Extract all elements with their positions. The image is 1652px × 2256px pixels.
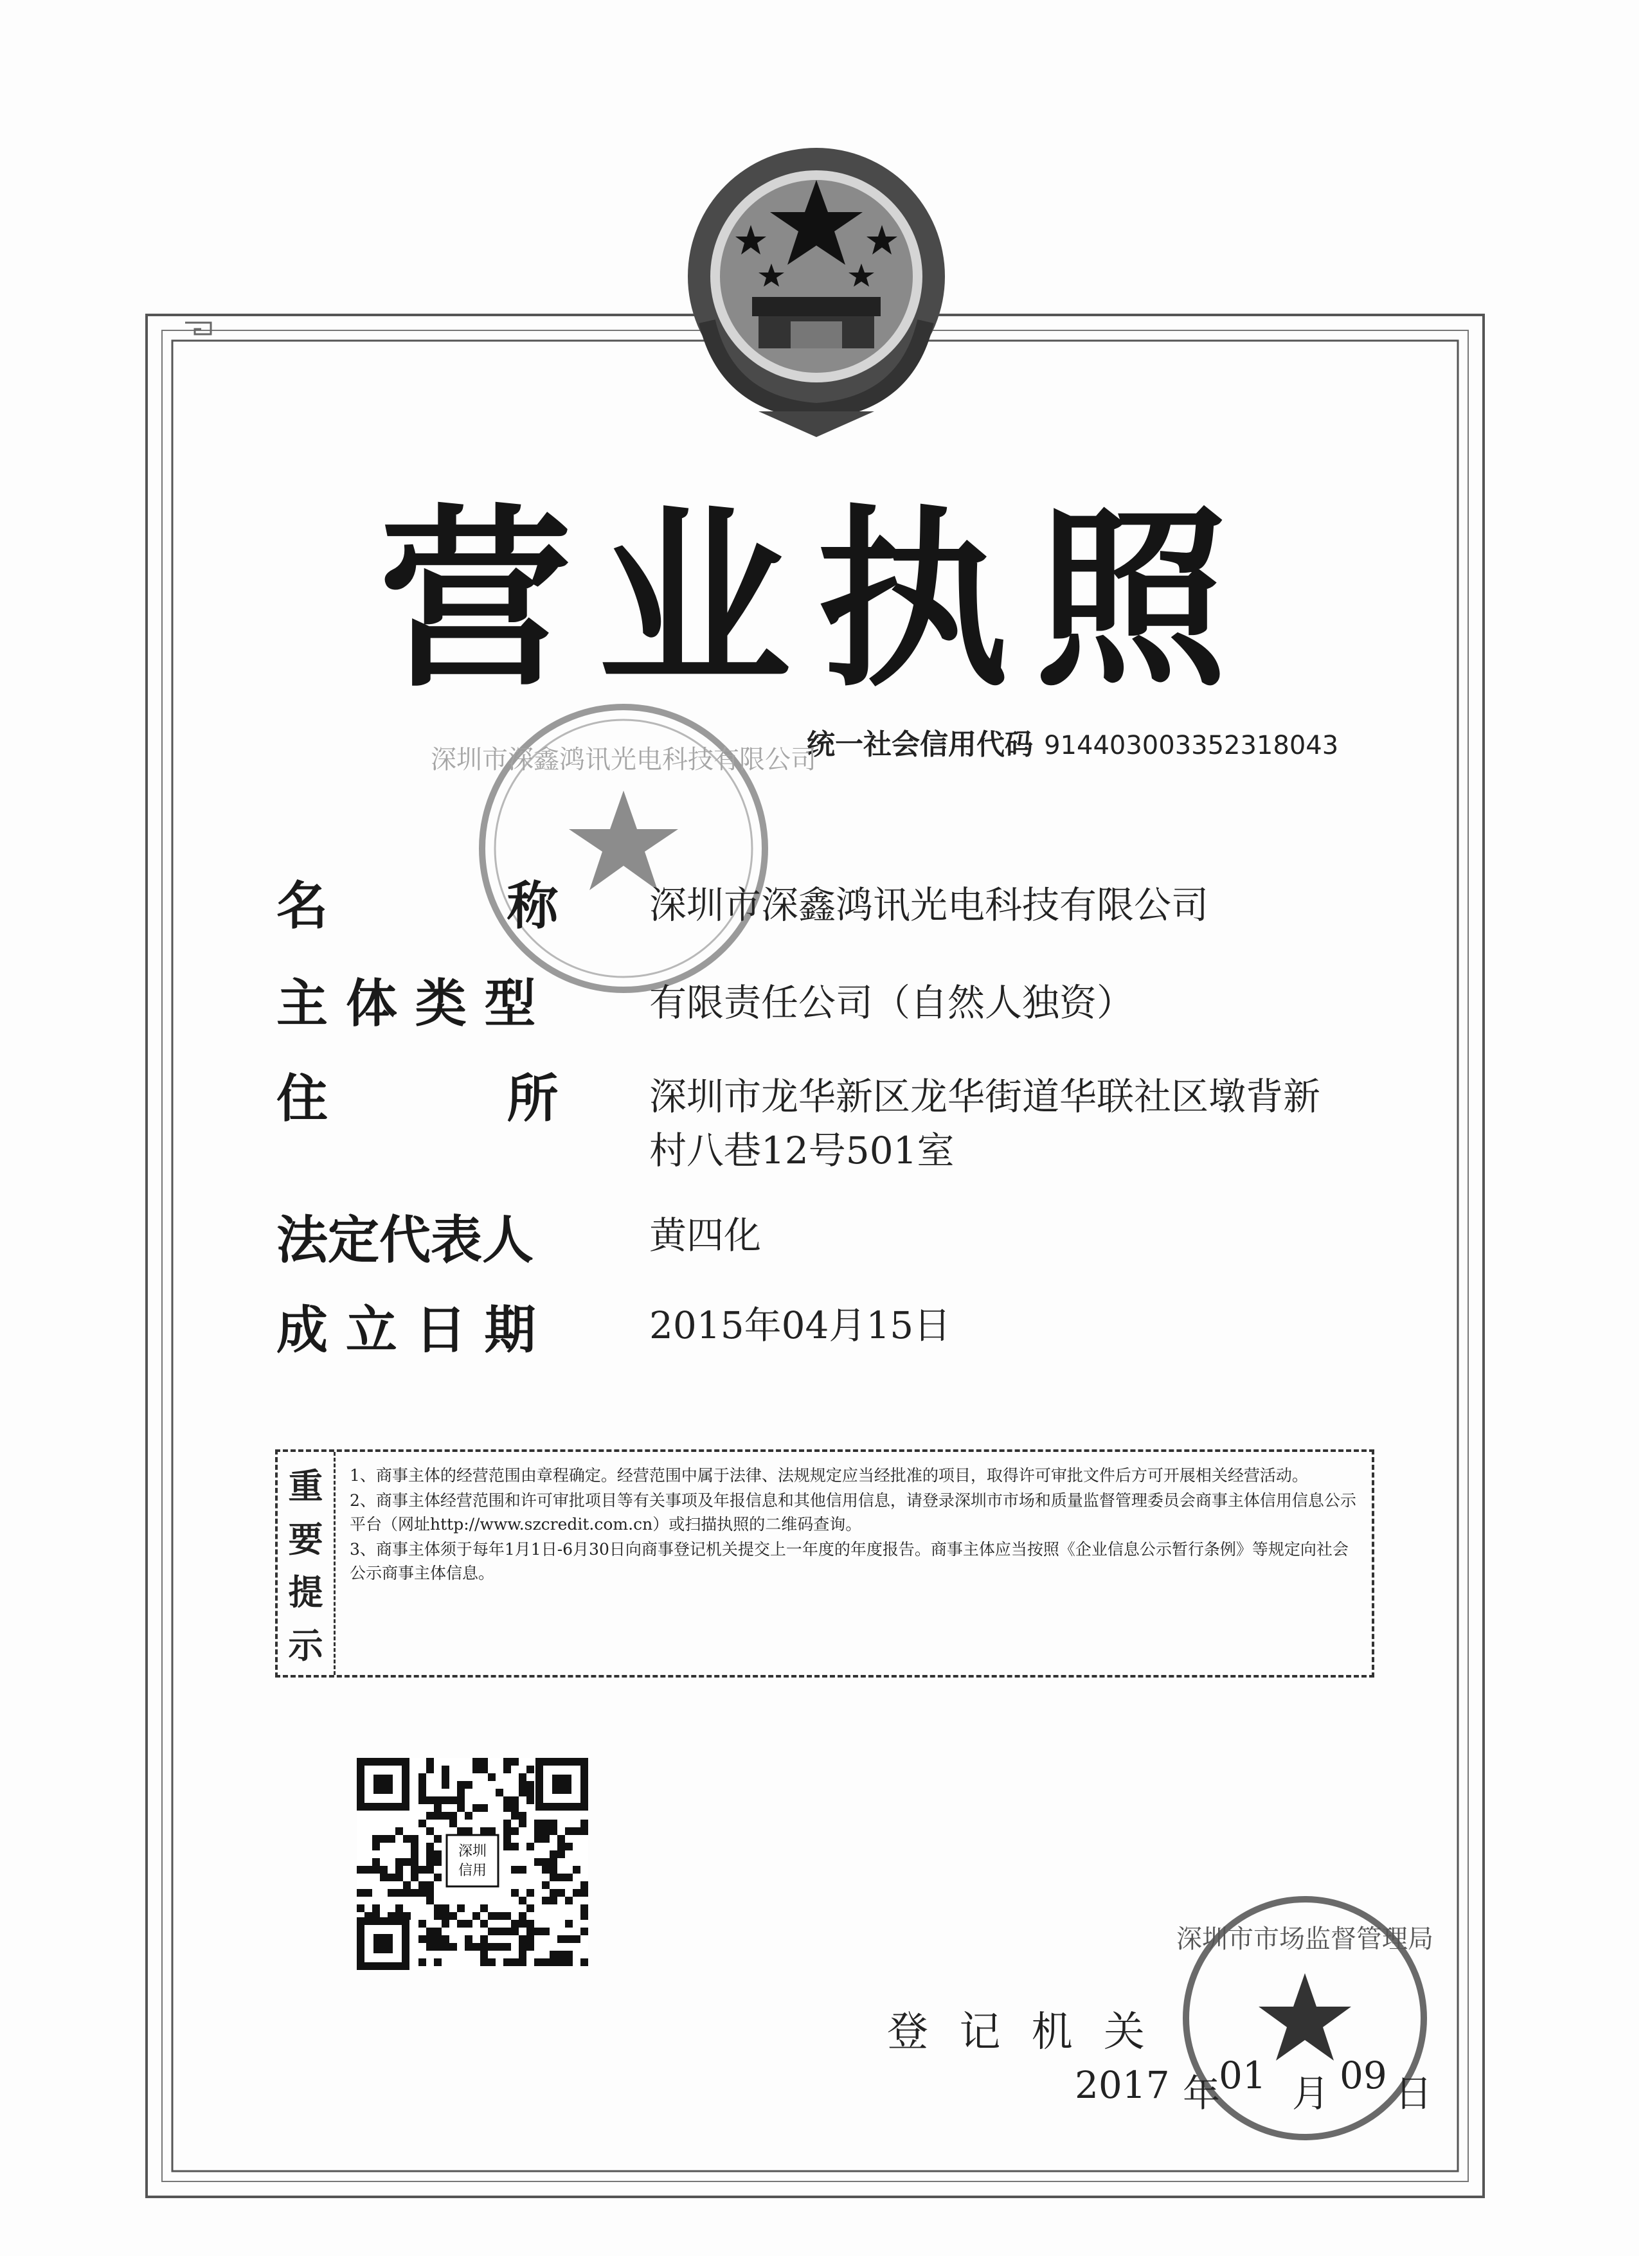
qr-module xyxy=(418,1796,426,1804)
qr-module xyxy=(434,1804,442,1812)
qr-module xyxy=(426,1766,434,1773)
qr-module xyxy=(480,1920,488,1928)
qr-module xyxy=(511,1812,519,1820)
qr-module xyxy=(372,1843,380,1850)
notice-item: 1、商事主体的经营范围由章程确定。经营范围中属于法律、法规规定应当经批准的项目，取得许可审批文件后方可开展相关经营活动。 xyxy=(350,1466,1308,1485)
qr-module xyxy=(465,1781,472,1789)
qr-module xyxy=(550,1889,557,1897)
qr-module xyxy=(418,1935,426,1943)
qr-module xyxy=(519,1943,526,1951)
qr-module xyxy=(511,1866,519,1874)
notice-heading xyxy=(278,1452,336,1675)
qr-module xyxy=(519,1781,526,1789)
qr-module xyxy=(496,1912,503,1920)
qr-module xyxy=(434,1935,442,1943)
qr-module xyxy=(526,1781,534,1789)
qr-module xyxy=(488,1958,496,1966)
qr-module xyxy=(426,1881,434,1889)
qr-module xyxy=(550,1897,557,1904)
qr-module xyxy=(480,1943,488,1951)
qr-module xyxy=(488,1943,496,1951)
qr-module xyxy=(550,1951,557,1958)
qr-module xyxy=(534,1958,542,1966)
qr-module xyxy=(496,1928,503,1935)
qr-module xyxy=(457,1904,465,1912)
qr-module xyxy=(573,1889,580,1897)
field-established-date-value: 2015年04月15日 xyxy=(649,1303,951,1347)
qr-module xyxy=(411,1889,418,1897)
qr-module xyxy=(480,1935,488,1943)
qr-module xyxy=(542,1958,550,1966)
qr-module xyxy=(519,1820,526,1827)
qr-module xyxy=(465,1943,472,1951)
important-notice xyxy=(275,1449,1374,1678)
qr-module xyxy=(565,1827,573,1835)
qr-module xyxy=(526,1889,534,1897)
qr-module xyxy=(472,1758,480,1766)
qr-module xyxy=(364,1889,372,1897)
qr-module xyxy=(434,1835,442,1843)
qr-module xyxy=(388,1889,395,1897)
qr-module xyxy=(457,1920,465,1928)
qr-module xyxy=(418,1866,426,1874)
qr-module xyxy=(557,1835,565,1843)
qr-module xyxy=(364,1866,372,1874)
qr-module xyxy=(449,1943,457,1951)
qr-module xyxy=(526,1928,534,1935)
qr-module xyxy=(480,1951,488,1958)
qr-module xyxy=(395,1889,403,1897)
qr-module xyxy=(434,1943,442,1951)
issue-day: 09 xyxy=(1340,2054,1387,2097)
qr-module xyxy=(395,1874,403,1881)
qr-module xyxy=(449,1912,457,1920)
qr-module xyxy=(503,1758,511,1766)
qr-module xyxy=(557,1889,565,1897)
qr-module xyxy=(480,1758,488,1766)
qr-module xyxy=(395,1858,403,1866)
notice-item: 2、商事主体经营范围和许可审批项目等有关事项及年报信息和其他信用信息，请登录深圳市市场和质量监督管理委员会商事主体信用信息公示平台（网址http://www.szcredit.com.cn）或扫描执照的二维码查询。 xyxy=(350,1491,1356,1534)
company-seal xyxy=(431,697,816,999)
notice-heading-char: 重 xyxy=(288,1465,323,1507)
qr-module xyxy=(442,1812,449,1820)
qr-module xyxy=(434,1850,442,1858)
qr-module xyxy=(557,1843,565,1850)
qr-module xyxy=(565,1935,573,1943)
qr-module xyxy=(426,1897,434,1904)
qr-module xyxy=(534,1928,542,1935)
qr-module xyxy=(542,1827,550,1835)
qr-module xyxy=(434,1928,442,1935)
qr-module xyxy=(472,1912,480,1920)
qr-module xyxy=(580,1881,588,1889)
qr-module xyxy=(519,1951,526,1958)
field-legal-rep-value: 黄四化 xyxy=(649,1213,762,1257)
qr-module xyxy=(457,1789,465,1796)
qr-module xyxy=(434,1904,442,1912)
qr-module xyxy=(480,1766,488,1773)
qr-module xyxy=(380,1866,388,1874)
qr-module xyxy=(496,1943,503,1951)
qr-module xyxy=(457,1827,465,1835)
qr-module xyxy=(457,1796,465,1804)
qr-module xyxy=(511,1889,519,1897)
qr-module xyxy=(557,1958,565,1966)
qr-module xyxy=(550,1874,557,1881)
field-address-value: 深圳市龙华新区龙华街道华联社区墩背新村八巷12号501室 xyxy=(649,1075,1321,1172)
qr-module xyxy=(503,1843,511,1850)
qr-module xyxy=(434,1958,442,1966)
qr-module xyxy=(442,1912,449,1920)
qr-module xyxy=(465,1935,472,1943)
qr-module xyxy=(449,1820,457,1827)
qr-module xyxy=(434,1858,442,1866)
qr-module xyxy=(372,1858,380,1866)
qr-module xyxy=(403,1889,411,1897)
field-address-label: 住 所 xyxy=(276,1069,559,1129)
qr-module xyxy=(403,1858,411,1866)
qr-module xyxy=(449,1812,457,1820)
qr-module xyxy=(526,1935,534,1943)
qr-module xyxy=(457,1804,465,1812)
qr-module xyxy=(519,1812,526,1820)
qr-module xyxy=(550,1820,557,1827)
qr-module xyxy=(503,1827,511,1835)
qr-module xyxy=(542,1881,550,1889)
qr-module xyxy=(496,1789,503,1796)
qr-module xyxy=(372,1904,380,1912)
qr-module xyxy=(550,1827,557,1835)
qr-module xyxy=(503,1912,511,1920)
qr-module xyxy=(426,1889,434,1897)
qr-module xyxy=(526,1796,534,1804)
qr-module xyxy=(565,1951,573,1958)
national-emblem xyxy=(681,129,951,450)
registration-authority: 登 记 机 关 xyxy=(887,2009,1154,2056)
qr-module xyxy=(426,1796,434,1804)
qr-module xyxy=(580,1928,588,1935)
qr-module xyxy=(357,1866,364,1874)
qr-module xyxy=(565,1958,573,1966)
notice-body xyxy=(350,1464,1359,1586)
qr-module xyxy=(426,1935,434,1943)
qr-module xyxy=(357,1904,364,1912)
qr-module xyxy=(442,1781,449,1789)
qr-module xyxy=(434,1812,442,1820)
qr-module xyxy=(488,1827,496,1835)
qr-module xyxy=(472,1943,480,1951)
qr-module xyxy=(550,1858,557,1866)
qr-module xyxy=(580,1889,588,1897)
qr-module xyxy=(542,1866,550,1874)
qr-module xyxy=(426,1850,434,1858)
qr-module xyxy=(511,1920,519,1928)
qr-module xyxy=(565,1843,573,1850)
qr-module xyxy=(550,1958,557,1966)
notice-heading-char: 示 xyxy=(288,1625,323,1667)
qr-module xyxy=(426,1858,434,1866)
qr-module xyxy=(465,1827,472,1835)
qr-module xyxy=(550,1866,557,1874)
qr-module xyxy=(442,1904,449,1912)
qr-module xyxy=(519,1789,526,1796)
qr-module xyxy=(488,1773,496,1781)
qr-module xyxy=(511,1958,519,1966)
qr-module xyxy=(395,1866,403,1874)
qr-module xyxy=(580,1912,588,1920)
qr-module xyxy=(557,1935,565,1943)
qr-module xyxy=(519,1920,526,1928)
qr-module xyxy=(442,1935,449,1943)
qr-module xyxy=(526,1766,534,1773)
qr-module xyxy=(503,1958,511,1966)
qr-module xyxy=(542,1820,550,1827)
qr-module xyxy=(426,1866,434,1874)
field-entity-type-label: 主 体 类 型 xyxy=(276,974,536,1034)
qr-module xyxy=(442,1773,449,1781)
field-established-date-label: 成 立 日 期 xyxy=(276,1300,536,1360)
qr-module xyxy=(426,1928,434,1935)
qr-module xyxy=(426,1758,434,1766)
issue-year: 2017 xyxy=(1075,2063,1170,2107)
qr-module xyxy=(418,1789,426,1796)
qr-module xyxy=(426,1943,434,1951)
qr-code xyxy=(357,1758,588,1970)
qr-module xyxy=(395,1904,403,1912)
qr-module xyxy=(542,1858,550,1866)
qr-module xyxy=(573,1935,580,1943)
qr-center-text-top: 深圳 xyxy=(458,1843,487,1859)
issue-month-unit: 月 xyxy=(1292,2072,1330,2115)
qr-center-text-bottom: 信用 xyxy=(458,1863,487,1879)
qr-module xyxy=(442,1943,449,1951)
qr-module xyxy=(418,1889,426,1897)
issue-day-unit: 日 xyxy=(1395,2072,1433,2115)
qr-module xyxy=(526,1843,534,1850)
qr-module xyxy=(426,1812,434,1820)
qr-module xyxy=(442,1920,449,1928)
qr-module xyxy=(411,1858,418,1866)
qr-module xyxy=(426,1827,434,1835)
qr-module xyxy=(511,1796,519,1804)
qr-module xyxy=(503,1835,511,1843)
qr-module xyxy=(542,1835,550,1843)
qr-module xyxy=(519,1773,526,1781)
qr-module xyxy=(372,1835,380,1843)
credit-code-value: 914403003352318043 xyxy=(1044,731,1339,760)
qr-module xyxy=(418,1781,426,1789)
qr-module xyxy=(388,1835,395,1843)
qr-module xyxy=(411,1843,418,1850)
credit-code-label: 统一社会信用代码 xyxy=(807,728,1033,761)
qr-module xyxy=(488,1928,496,1935)
qr-module xyxy=(372,1866,380,1874)
qr-module xyxy=(480,1827,488,1835)
qr-module xyxy=(534,1835,542,1843)
qr-module xyxy=(434,1796,442,1804)
qr-module xyxy=(503,1943,511,1951)
qr-module xyxy=(503,1804,511,1812)
qr-module xyxy=(418,1920,426,1928)
qr-module xyxy=(526,1943,534,1951)
qr-module xyxy=(434,1912,442,1920)
notice-item: 3、商事主体须于每年1月1日-6月30日向商事登记机关提交上一年度的年度报告。商事主体应当按照《企业信息公示暂行条例》等规定向社会公示商事主体信息。 xyxy=(350,1540,1349,1582)
qr-module xyxy=(434,1874,442,1881)
qr-module xyxy=(503,1820,511,1827)
qr-module xyxy=(557,1951,565,1958)
qr-module xyxy=(395,1827,403,1835)
qr-module xyxy=(380,1874,388,1881)
qr-module xyxy=(580,1820,588,1827)
qr-module xyxy=(542,1928,550,1935)
field-entity-type-value: 有限责任公司（自然人独资） xyxy=(649,981,1135,1025)
qr-module xyxy=(411,1866,418,1874)
qr-module xyxy=(465,1812,472,1820)
document-title: 营业执照 xyxy=(379,488,1253,713)
qr-module xyxy=(557,1874,565,1881)
qr-module xyxy=(526,1789,534,1796)
qr-module xyxy=(534,1820,542,1827)
qr-module xyxy=(480,1804,488,1812)
qr-module xyxy=(550,1850,557,1858)
qr-module xyxy=(519,1912,526,1920)
qr-module xyxy=(411,1850,418,1858)
qr-module xyxy=(565,1897,573,1904)
qr-module xyxy=(503,1766,511,1773)
qr-module xyxy=(580,1827,588,1835)
qr-module xyxy=(403,1835,411,1843)
field-name-label: 名 称 xyxy=(276,876,559,936)
notice-heading-char: 提 xyxy=(288,1572,323,1613)
qr-module xyxy=(465,1920,472,1928)
qr-module xyxy=(573,1827,580,1835)
qr-module xyxy=(511,1843,519,1850)
issue-month: 01 xyxy=(1219,2054,1266,2097)
qr-module xyxy=(457,1781,465,1789)
company-seal-text: 深圳市深鑫鸿讯光电科技有限公司 xyxy=(431,745,816,774)
qr-module xyxy=(380,1835,388,1843)
qr-module xyxy=(388,1874,395,1881)
qr-module xyxy=(526,1904,534,1912)
qr-module xyxy=(534,1858,542,1866)
qr-module xyxy=(418,1958,426,1966)
qr-module xyxy=(442,1796,449,1804)
qr-module xyxy=(519,1897,526,1904)
qr-module xyxy=(411,1835,418,1843)
qr-module xyxy=(580,1904,588,1912)
qr-module xyxy=(480,1958,488,1966)
qr-module xyxy=(542,1897,550,1904)
qr-module xyxy=(565,1920,573,1928)
qr-module xyxy=(480,1904,488,1912)
official-seal-text: 深圳市市场监督管理局 xyxy=(1176,1924,1433,1954)
qr-module xyxy=(580,1958,588,1966)
qr-module xyxy=(418,1881,426,1889)
qr-module xyxy=(488,1912,496,1920)
qr-module xyxy=(411,1874,418,1881)
qr-module xyxy=(472,1804,480,1812)
qr-module xyxy=(534,1827,542,1835)
qr-module xyxy=(449,1796,457,1804)
notice-heading-char: 要 xyxy=(288,1519,323,1560)
field-legal-rep-label: 法定代表人 xyxy=(276,1210,534,1270)
qr-module xyxy=(557,1850,565,1858)
qr-module xyxy=(526,1920,534,1928)
qr-module xyxy=(519,1958,526,1966)
qr-module xyxy=(519,1866,526,1874)
qr-module xyxy=(565,1874,573,1881)
qr-module xyxy=(511,1804,519,1812)
qr-module xyxy=(511,1928,519,1935)
qr-module xyxy=(472,1766,480,1773)
qr-module xyxy=(426,1843,434,1850)
qr-module xyxy=(503,1928,511,1935)
qr-module xyxy=(503,1796,511,1804)
qr-module xyxy=(442,1766,449,1773)
qr-module xyxy=(519,1935,526,1943)
credit-code-row xyxy=(807,720,1338,765)
qr-module xyxy=(418,1820,426,1827)
qr-module xyxy=(418,1773,426,1781)
qr-module xyxy=(573,1866,580,1874)
qr-module xyxy=(511,1758,519,1766)
issue-year-unit: 年 xyxy=(1183,2072,1221,2115)
qr-module xyxy=(357,1889,364,1897)
field-name-value: 深圳市深鑫鸿讯光电科技有限公司 xyxy=(649,883,1209,927)
qr-module xyxy=(511,1827,519,1835)
qr-module xyxy=(403,1881,411,1889)
